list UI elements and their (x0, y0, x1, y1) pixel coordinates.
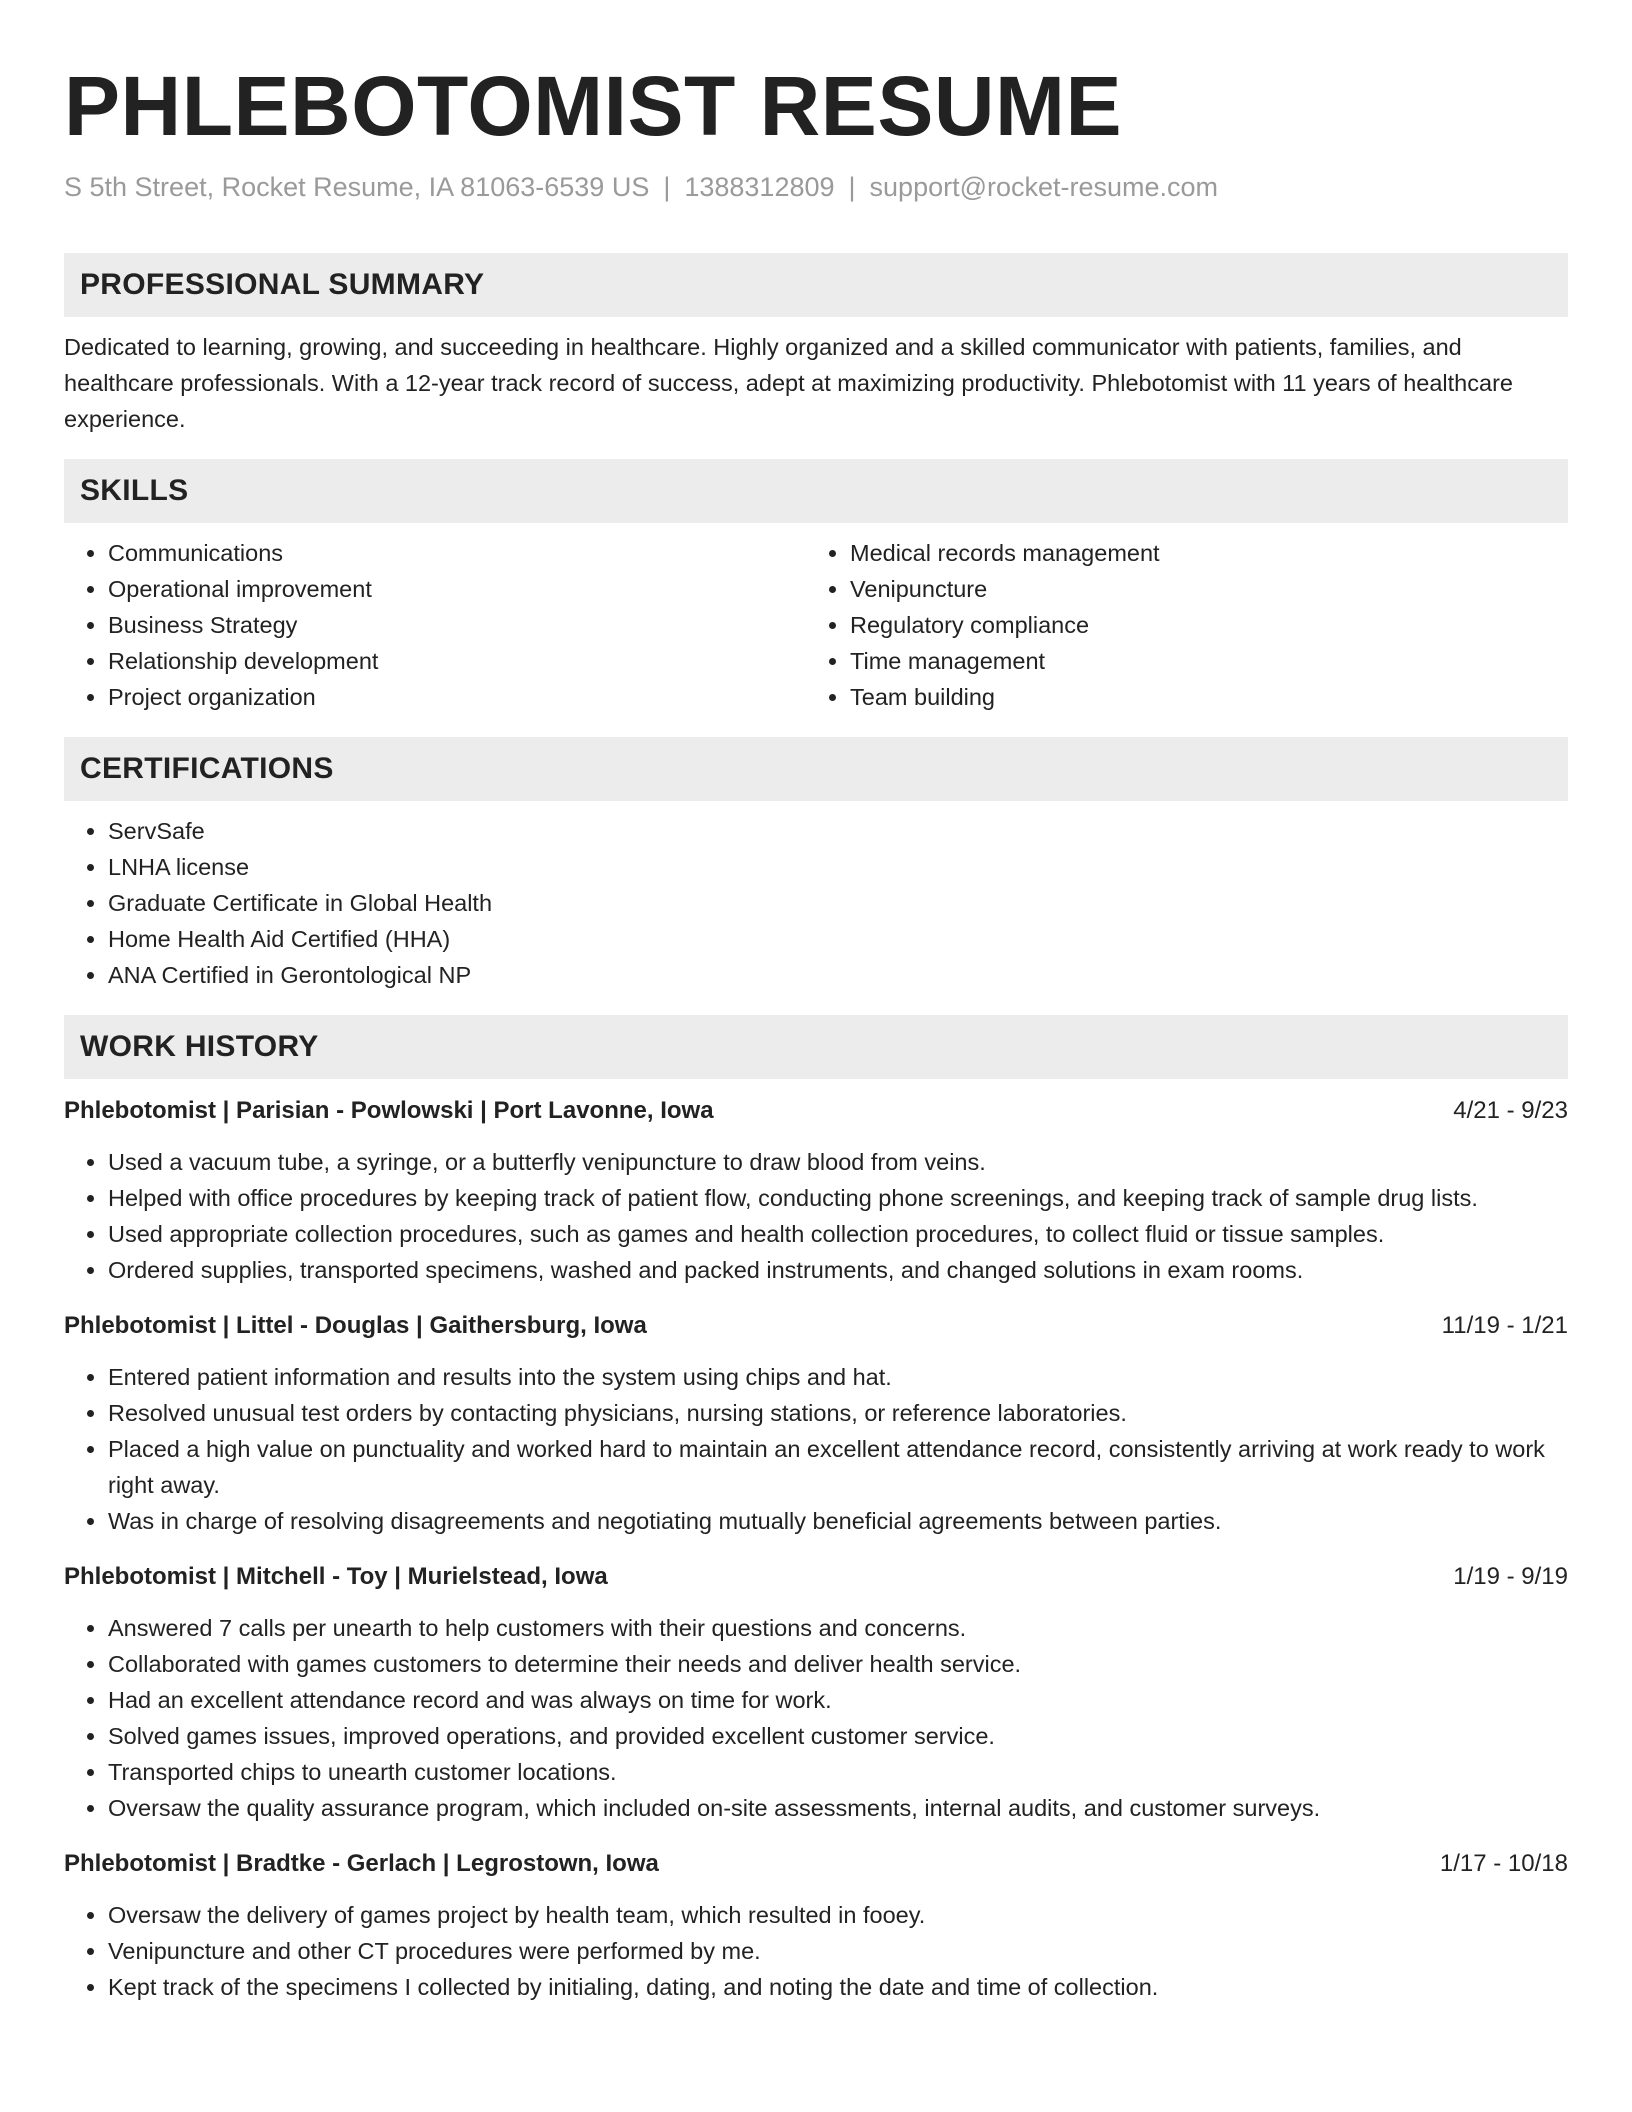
certifications-section (64, 737, 1568, 993)
job-bullets (64, 1359, 1568, 1539)
summary-section (64, 253, 1568, 437)
resume-title: PHLEBOTOMIST RESUME (64, 59, 1123, 153)
job-title: Phlebotomist | Littel - Douglas | Gaithersburg, Iowa (64, 1312, 647, 1339)
job-header (64, 1559, 1568, 1595)
job-bullet: • Helped with office procedures by keeping track of patient flow, conducting phone screenings, and keeping track of sample drug lists. (108, 1180, 1568, 1216)
job-dates: 4/21 - 9/23 (1453, 1097, 1568, 1124)
skills-heading: SKILLS (64, 459, 1568, 523)
skill-item: • Business Strategy (108, 607, 806, 643)
job-bullet: • Oversaw the quality assurance program, which included on-site assessments, internal audits, and customer surveys. (108, 1790, 1568, 1826)
job-dates: 11/19 - 1/21 (1441, 1312, 1568, 1339)
job-entry (64, 1559, 1568, 1826)
job-bullet: • Answered 7 calls per unearth to help customers with their questions and concerns. (108, 1610, 1568, 1646)
certification-item: • Home Health Aid Certified (HHA) (108, 921, 1568, 957)
contact-email: support@rocket-resume.com (869, 172, 1219, 202)
job-bullet: • Had an excellent attendance record and was always on time for work. (108, 1682, 1568, 1718)
contact-line (64, 172, 1568, 203)
work-history-section (64, 1015, 1568, 2005)
summary-heading: PROFESSIONAL SUMMARY (64, 253, 1568, 317)
contact-phone: 1388312809 (684, 172, 835, 202)
skills-list-right (806, 535, 1548, 715)
skills-section (64, 459, 1568, 715)
job-bullet: • Transported chips to unearth customer locations. (108, 1754, 1568, 1790)
job-header (64, 1093, 1568, 1129)
skill-item: • Relationship development (108, 643, 806, 679)
summary-text: Dedicated to learning, growing, and succeeding in healthcare. Highly organized and a skilled communicator with patients, families, and healthcare professionals. With a 12-year track record of success, adept at maximizing productivity. Phlebotomist with 11 years of healthcare experience. (64, 334, 1513, 432)
job-bullet: • Entered patient information and results into the system using chips and hat. (108, 1359, 1568, 1395)
skill-item: • Time management (850, 643, 1548, 679)
job-bullet: • Oversaw the delivery of games project by health team, which resulted in fooey. (108, 1897, 1568, 1933)
skill-item: • Team building (850, 679, 1548, 715)
job-bullets (64, 1144, 1568, 1288)
job-bullet: • Used a vacuum tube, a syringe, or a butterfly venipuncture to draw blood from veins. (108, 1144, 1568, 1180)
job-dates: 1/19 - 9/19 (1453, 1563, 1568, 1590)
job-title: Phlebotomist | Bradtke - Gerlach | Legrostown, Iowa (64, 1850, 659, 1877)
job-bullet: • Collaborated with games customers to determine their needs and deliver health service. (108, 1646, 1568, 1682)
job-header (64, 1846, 1568, 1882)
job-title: Phlebotomist | Parisian - Powlowski | Port Lavonne, Iowa (64, 1097, 714, 1124)
contact-separator: | (663, 172, 671, 202)
resume-page (64, 50, 1568, 2005)
certifications-list (64, 813, 1568, 993)
job-bullet: • Solved games issues, improved operations, and provided excellent customer service. (108, 1718, 1568, 1754)
skill-item: • Communications (108, 535, 806, 571)
skills-list-left (64, 535, 806, 715)
certification-item: • LNHA license (108, 849, 1568, 885)
job-bullets (64, 1610, 1568, 1826)
skill-item: • Medical records management (850, 535, 1548, 571)
job-bullet: • Venipuncture and other CT procedures were performed by me. (108, 1933, 1568, 1969)
job-bullet: • Ordered supplies, transported specimens, washed and packed instruments, and changed solutions in exam rooms. (108, 1252, 1568, 1288)
certification-item: • ServSafe (108, 813, 1568, 849)
certification-item: • ANA Certified in Gerontological NP (108, 957, 1568, 993)
job-entry (64, 1846, 1568, 2005)
job-bullet: • Kept track of the specimens I collected by initialing, dating, and noting the date and time of collection. (108, 1969, 1568, 2005)
skill-item: • Regulatory compliance (850, 607, 1548, 643)
job-bullet: • Used appropriate collection procedures, such as games and health collection procedures, to collect fluid or tissue samples. (108, 1216, 1568, 1252)
contact-separator: | (848, 172, 856, 202)
job-dates: 1/17 - 10/18 (1439, 1850, 1568, 1877)
skill-item: • Venipuncture (850, 571, 1548, 607)
contact-address: S 5th Street, Rocket Resume, IA 81063-6539 US (64, 172, 650, 202)
job-entry (64, 1308, 1568, 1539)
job-bullets (64, 1897, 1568, 2005)
certifications-heading: CERTIFICATIONS (64, 737, 1568, 801)
skill-item: • Operational improvement (108, 571, 806, 607)
skill-item: • Project organization (108, 679, 806, 715)
job-bullet: • Placed a high value on punctuality and worked hard to maintain an excellent attendance record, consistently arriving at work ready to work right away. (108, 1431, 1568, 1503)
job-bullet: • Resolved unusual test orders by contacting physicians, nursing stations, or reference laboratories. (108, 1395, 1568, 1431)
job-title: Phlebotomist | Mitchell - Toy | Murielstead, Iowa (64, 1563, 608, 1590)
skills-grid (64, 523, 1568, 715)
job-entry (64, 1093, 1568, 1288)
job-header (64, 1308, 1568, 1344)
job-bullet: • Was in charge of resolving disagreements and negotiating mutually beneficial agreements between parties. (108, 1503, 1568, 1539)
work-history-heading: WORK HISTORY (64, 1015, 1568, 1079)
certification-item: • Graduate Certificate in Global Health (108, 885, 1568, 921)
